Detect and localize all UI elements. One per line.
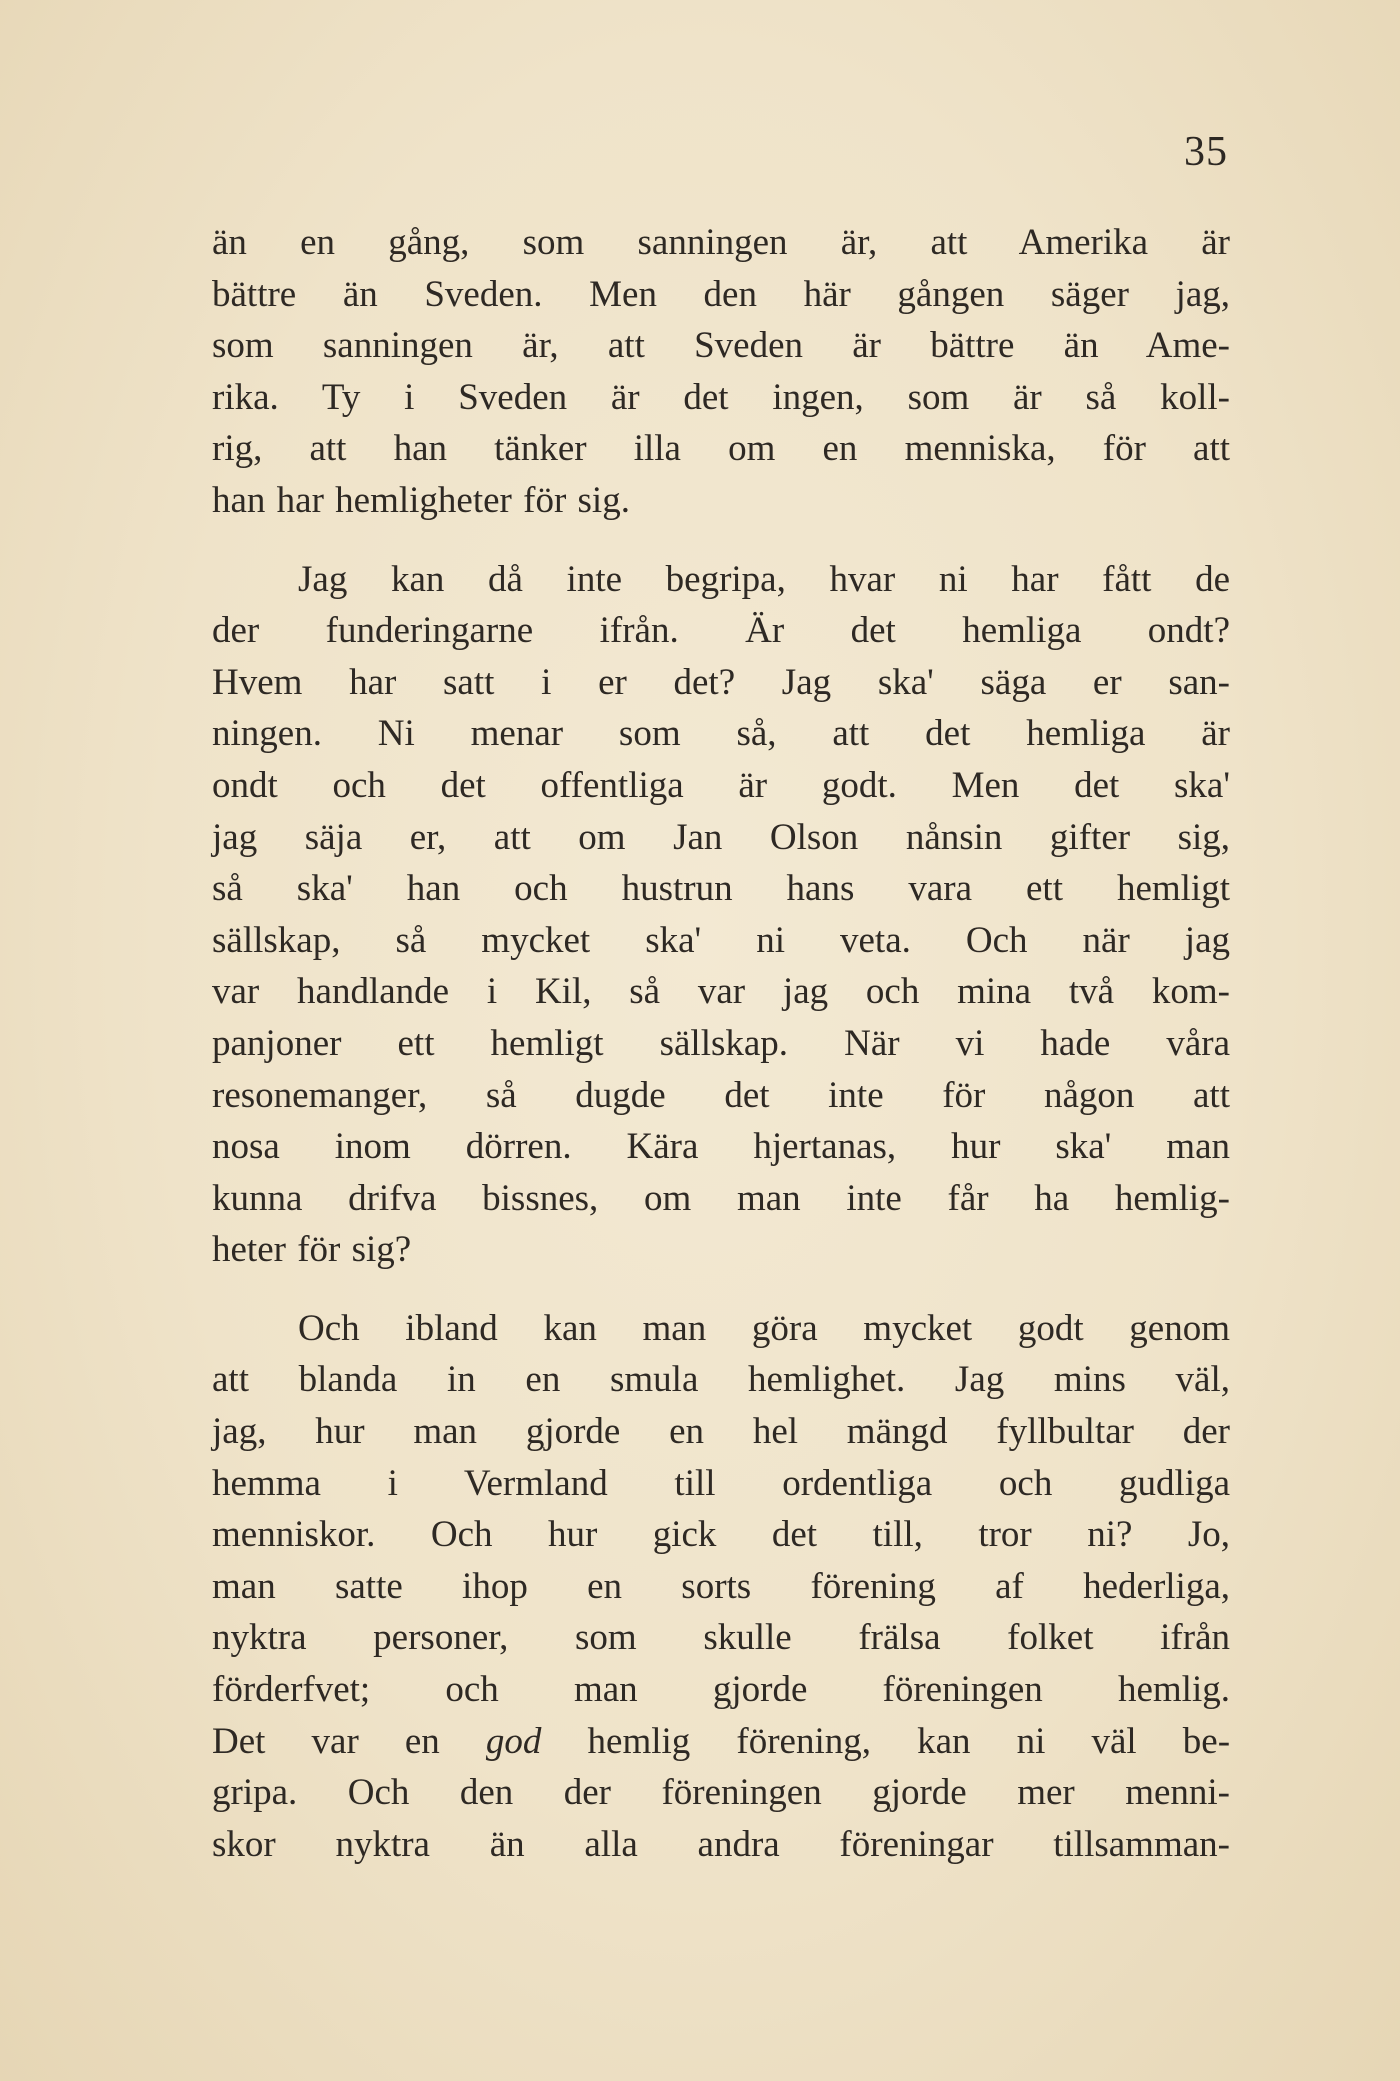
text-line: som sanningen är, att Sveden är bättre än Ame- bbox=[212, 325, 1230, 367]
text-line: jag, hur man gjorde en hel mängd fyllbultar der bbox=[212, 1411, 1230, 1453]
text-line: jag säja er, att om Jan Olson nånsin gifter sig, bbox=[212, 816, 1230, 858]
text-line: än en gång, som sanningen är, att Amerika är bbox=[212, 222, 1230, 263]
text-line-italic bbox=[212, 1716, 1230, 1768]
text-fragment: Det var en bbox=[212, 1720, 440, 1762]
text-line: ningen. Ni menar som så, att det hemliga är bbox=[212, 713, 1230, 755]
text-line: bättre än Sveden. Men den här gången säger jag, bbox=[212, 273, 1230, 315]
paragraph-gap bbox=[212, 527, 1230, 554]
text-line: nosa inom dörren. Kära hjertanas, hur ska' man bbox=[212, 1126, 1230, 1168]
text-line: resonemanger, så dugde det inte för någon att bbox=[212, 1074, 1230, 1116]
text-line: gripa. Och den der föreningen gjorde mer menni- bbox=[212, 1772, 1230, 1814]
text-line: att blanda in en smula hemlighet. Jag mins väl, bbox=[212, 1359, 1230, 1401]
text-line: Och ibland kan man göra mycket godt genom bbox=[298, 1307, 1230, 1349]
paragraph-2 bbox=[212, 554, 1230, 1276]
paragraph-gap bbox=[212, 1276, 1230, 1303]
text-line: Hvem har satt i er det? Jag ska' säga er san- bbox=[212, 661, 1230, 703]
text-line: han har hemligheter för sig. bbox=[212, 479, 630, 521]
text-line: kunna drifva bissnes, om man inte får ha hemlig- bbox=[212, 1177, 1230, 1219]
text-line: skor nyktra än alla andra föreningar tillsamman- bbox=[212, 1823, 1230, 1865]
text-line: man satte ihop en sorts förening af hederliga, bbox=[212, 1565, 1230, 1607]
text-line: så ska' han och hustrun hans vara ett hemligt bbox=[212, 868, 1230, 910]
text-line: nyktra personer, som skulle frälsa folket ifrån bbox=[212, 1617, 1230, 1659]
text-line: Jag kan då inte begripa, hvar ni har fått de bbox=[298, 558, 1230, 600]
body-text bbox=[212, 217, 1230, 1870]
text-line: förderfvet; och man gjorde föreningen hemlig. bbox=[212, 1669, 1230, 1711]
text-line: rika. Ty i Sveden är det ingen, som är så koll- bbox=[212, 376, 1230, 418]
italic-word: god bbox=[485, 1720, 542, 1762]
text-line: der funderingarne ifrån. Är det hemliga ondt? bbox=[212, 610, 1230, 652]
text-line: heter för sig? bbox=[212, 1229, 412, 1271]
text-line: menniskor. Och hur gick det till, tror ni? Jo, bbox=[212, 1514, 1230, 1556]
paragraph-3 bbox=[212, 1303, 1230, 1871]
text-fragment: hemlig förening, kan ni väl be- bbox=[587, 1720, 1231, 1762]
text-line: var handlande i Kil, så var jag och mina två kom- bbox=[212, 971, 1230, 1013]
text-line: ondt och det offentliga är godt. Men det ska' bbox=[212, 764, 1230, 806]
page-number: 35 bbox=[1184, 129, 1228, 175]
paragraph-1 bbox=[212, 217, 1230, 527]
text-line: hemma i Vermland till ordentliga och gudliga bbox=[212, 1462, 1230, 1504]
text-line: sällskap, så mycket ska' ni veta. Och när jag bbox=[212, 919, 1230, 961]
text-line: rig, att han tänker illa om en menniska, för att bbox=[212, 428, 1230, 470]
text-line: panjoner ett hemligt sällskap. När vi hade våra bbox=[212, 1022, 1230, 1064]
